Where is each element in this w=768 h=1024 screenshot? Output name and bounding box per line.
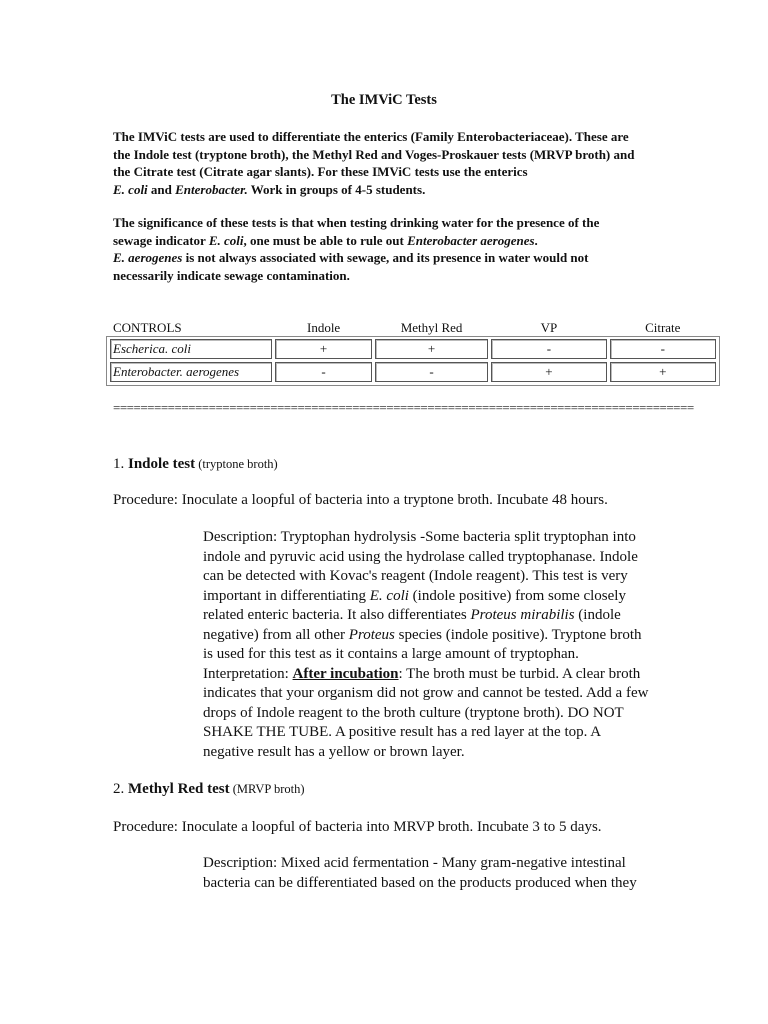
section-number: 2. (113, 781, 128, 797)
proteus-term: Proteus (348, 626, 395, 643)
indole-procedure: Procedure: Inoculate a loopful of bacteria into a tryptone broth. Incubate 48 hours. (113, 492, 608, 508)
page-title: The IMViC Tests (331, 92, 437, 108)
intro1-line-2: the Indole test (tryptone broth), the Methyl Red and Voges-Proskauer tests (MRVP broth) and (113, 146, 635, 162)
description-text: Interpretation: (203, 665, 293, 682)
controls-table (107, 316, 719, 385)
after-incubation-emphasis: After incubation (292, 665, 399, 682)
indole-result: - (275, 362, 372, 382)
enterobacter-term: Enterobacter. (175, 181, 248, 197)
vp-result: - (491, 339, 606, 359)
intro-paragraph-2 (113, 214, 713, 284)
intro2-period: . (534, 232, 538, 248)
controls-header: CONTROLS (113, 319, 182, 335)
citrate-header: Citrate (645, 319, 681, 335)
e-coli-term: E. coli (208, 232, 244, 248)
enterobacter-aerogenes-term: Enterobacter aerogenes (407, 232, 535, 248)
indole-description (203, 528, 723, 762)
intro1-line-4 (113, 181, 713, 199)
description-text: (indole (574, 607, 621, 623)
proteus-mirabilis-term: Proteus mirabilis (470, 607, 575, 623)
description-line: SHAKE THE TUBE. A positive result has a red layer at the top. A (203, 724, 602, 740)
controls-header-row (110, 319, 716, 336)
vp-result: + (491, 362, 606, 382)
organism-name: Escherica. coli (110, 339, 272, 359)
section-title: Methyl Red test (128, 781, 230, 797)
description-text: : The broth must be turbid. A clear broth (398, 665, 641, 682)
e-coli-term: E. coli (369, 587, 409, 604)
indole-test-heading (113, 455, 278, 475)
methyl-red-result: + (375, 339, 488, 359)
description-text: species (indole positive). Tryptone broth (394, 626, 642, 643)
indole-header: Indole (306, 319, 341, 335)
description-text: important in differentiating (203, 587, 370, 604)
methyl-red-header: Methyl Red (400, 319, 463, 335)
intro-paragraph-1 (113, 128, 713, 198)
vp-header: VP (540, 319, 558, 335)
methyl-red-test-heading (113, 780, 305, 800)
citrate-result: + (610, 362, 716, 382)
table-row (110, 339, 716, 359)
intro1-line-3: the Citrate test (Citrate agar slants). For these IMViC tests use the enterics (113, 164, 528, 179)
description-line: is used for this test as it contains a large amount of tryptophan. (203, 646, 579, 662)
methyl-red-procedure: Procedure: Inoculate a loopful of bacteria into MRVP broth. Incubate 3 to 5 days. (113, 819, 602, 835)
e-coli-term: E. coli (113, 181, 148, 197)
intro2-line-4: necessarily indicate sewage contamination. (113, 267, 350, 283)
section-title: Indole test (128, 456, 196, 472)
description-line: Description: Mixed acid fermentation - Many gram-negative intestinal (203, 855, 626, 871)
description-line: bacteria can be differentiated based on the products produced when they (203, 874, 637, 891)
intro2-text: , one must be able to rule out (243, 232, 408, 248)
intro1-groups: Work in groups of 4-5 students. (247, 181, 426, 197)
description-line: negative result has a yellow or brown layer. (203, 743, 465, 760)
methyl-red-result: - (375, 362, 488, 382)
organism-name: Enterobacter. aerogenes (110, 362, 272, 382)
table-row (110, 362, 716, 382)
description-line: indole and pyruvic acid using the hydrolase called tryptophanase. Indole (203, 548, 638, 565)
intro2-line-3 (113, 249, 713, 267)
e-aerogenes-term: E. aerogenes (113, 250, 183, 265)
methyl-red-description (203, 854, 723, 893)
section-divider: ===================================================================================== (113, 400, 694, 415)
description-line: can be detected with Kovac's reagent (Indole reagent). This test is very (203, 568, 628, 584)
description-line: Description: Tryptophan hydrolysis -Some bacteria split tryptophan into (203, 529, 636, 545)
section-number: 1. (113, 456, 128, 472)
section-medium: (MRVP broth) (229, 782, 305, 796)
description-line (203, 587, 723, 607)
intro2-line-2 (113, 232, 713, 250)
intro1-and: and (147, 181, 176, 197)
description-line: drops of Indole reagent to the broth culture (tryptone broth). DO NOT (203, 704, 624, 721)
intro2-line-1: The significance of these tests is that when testing drinking water for the presence of the (113, 215, 600, 230)
intro1-line-1: The IMViC tests are used to differentiate the enterics (Family Enterobacteriaceae). These are (113, 129, 629, 144)
description-line (203, 626, 723, 646)
section-medium: (tryptone broth) (195, 457, 278, 471)
description-line (203, 606, 723, 626)
indole-result: + (275, 339, 372, 359)
description-line: indicates that your organism did not grow and cannot be tested. Add a few (203, 685, 649, 701)
description-text: related enteric bacteria. It also differentiates (203, 607, 471, 623)
citrate-result: - (610, 339, 716, 359)
intro2-text: is not always associated with sewage, and its presence in water would not (182, 250, 589, 265)
description-text: negative) from all other (203, 626, 349, 643)
intro2-text: sewage indicator (113, 232, 209, 248)
description-text: (indole positive) from some closely (408, 587, 626, 604)
description-line (203, 665, 723, 685)
